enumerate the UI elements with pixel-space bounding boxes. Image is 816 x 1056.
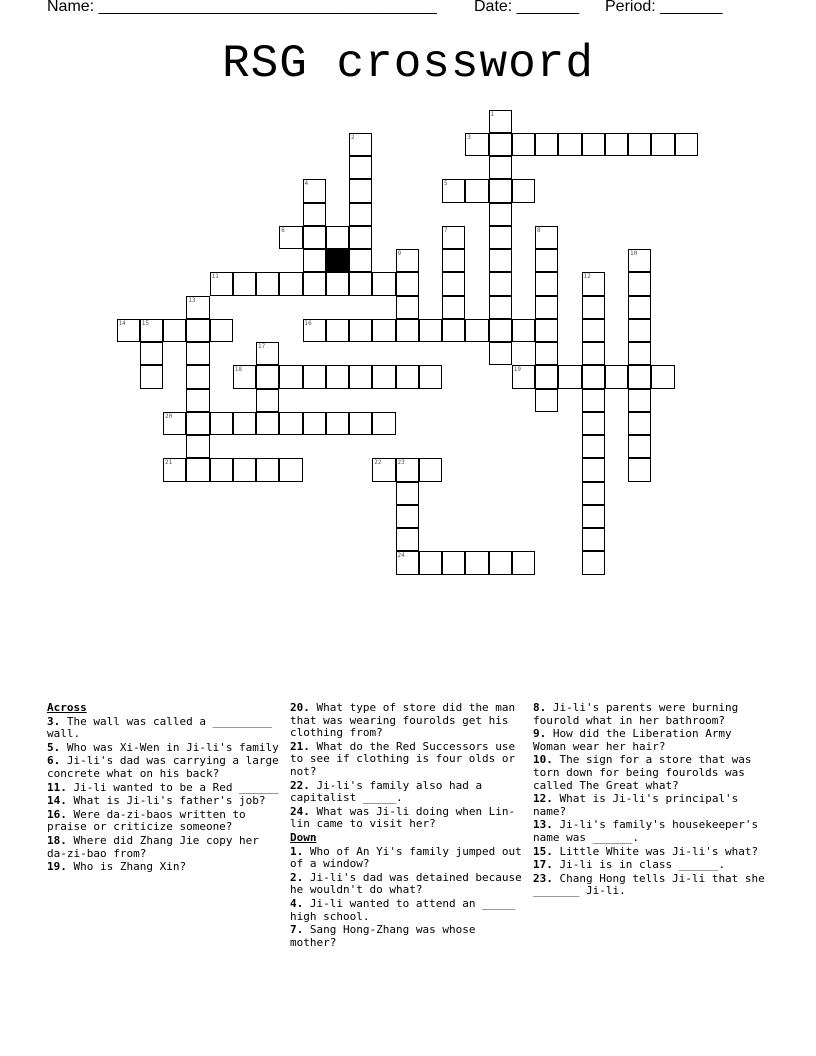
clue-item bbox=[533, 819, 765, 844]
clue-item bbox=[47, 754, 286, 780]
cell-number: 7 bbox=[444, 226, 448, 234]
grid-cell[interactable] bbox=[419, 551, 442, 574]
grid-cell[interactable] bbox=[419, 319, 442, 342]
grid-cell[interactable] bbox=[582, 482, 605, 505]
grid-cell[interactable] bbox=[675, 133, 698, 156]
grid-cell[interactable] bbox=[582, 389, 605, 412]
grid-cell[interactable] bbox=[489, 319, 512, 342]
grid-cell[interactable] bbox=[628, 435, 651, 458]
grid-cell[interactable] bbox=[535, 365, 558, 388]
grid-cell[interactable] bbox=[140, 342, 163, 365]
grid-cell[interactable] bbox=[186, 342, 209, 365]
clue-text: Ji-li wanted to be a Red ______ bbox=[66, 780, 279, 794]
grid-cell[interactable] bbox=[535, 272, 558, 295]
clue-text: Who was Xi-Wen in Ji-li's family bbox=[60, 740, 279, 754]
grid-cell[interactable] bbox=[489, 342, 512, 365]
grid-cell[interactable] bbox=[535, 342, 558, 365]
grid-cell[interactable] bbox=[582, 551, 605, 574]
grid-cell[interactable] bbox=[163, 458, 186, 481]
clue-text: What was Ji-li doing when Lin-lin came to visit her? bbox=[290, 804, 516, 831]
cell-number: 15 bbox=[141, 319, 149, 327]
clue-item bbox=[533, 754, 765, 792]
clue-text: Little White was Ji-li's what? bbox=[552, 844, 759, 858]
grid-cell[interactable] bbox=[349, 412, 372, 435]
grid-cell[interactable] bbox=[396, 296, 419, 319]
section-heading-down: Down bbox=[290, 830, 317, 844]
grid-cell[interactable] bbox=[419, 365, 442, 388]
cell-number: 21 bbox=[165, 459, 173, 467]
grid-cell[interactable] bbox=[489, 296, 512, 319]
grid-cell[interactable] bbox=[279, 365, 302, 388]
clue-number: 11. bbox=[47, 780, 67, 794]
grid-cell[interactable] bbox=[256, 412, 279, 435]
clue-text: Ji-li's parents were burning fourold what in her bathroom? bbox=[533, 701, 745, 727]
clue-item bbox=[290, 844, 529, 871]
grid-cell[interactable] bbox=[535, 296, 558, 319]
grid-cell[interactable] bbox=[535, 389, 558, 412]
grid-cell[interactable] bbox=[279, 226, 302, 249]
cell-number: 14 bbox=[118, 319, 126, 327]
cell-number: 18 bbox=[234, 366, 242, 374]
clue-number: 19. bbox=[47, 860, 67, 874]
grid-cell[interactable] bbox=[396, 365, 419, 388]
grid-cell[interactable] bbox=[233, 412, 256, 435]
grid-cell[interactable] bbox=[512, 365, 535, 388]
cell-number: 8 bbox=[537, 226, 541, 234]
grid-cell[interactable] bbox=[489, 179, 512, 202]
grid-cell[interactable] bbox=[489, 110, 512, 133]
clue-text: Ji-li is in class ______. bbox=[552, 858, 726, 872]
grid-cell[interactable] bbox=[117, 319, 140, 342]
name-field-label: Name: ______________________________________ bbox=[47, 0, 437, 15]
clue-item bbox=[47, 861, 279, 874]
black-square bbox=[326, 249, 349, 272]
grid-cell[interactable] bbox=[582, 272, 605, 295]
grid-cell[interactable] bbox=[326, 319, 349, 342]
grid-cell[interactable] bbox=[396, 482, 419, 505]
grid-cell[interactable] bbox=[582, 296, 605, 319]
grid-cell[interactable] bbox=[233, 365, 256, 388]
grid-cell[interactable] bbox=[372, 365, 395, 388]
grid-cell[interactable] bbox=[535, 249, 558, 272]
cell-number: 24 bbox=[397, 552, 405, 560]
grid-cell[interactable] bbox=[651, 365, 674, 388]
grid-cell[interactable] bbox=[396, 272, 419, 295]
grid-cell[interactable] bbox=[186, 435, 209, 458]
clue-number: 17. bbox=[533, 858, 553, 872]
cell-number: 20 bbox=[165, 412, 173, 420]
cell-number: 19 bbox=[513, 366, 521, 374]
clue-item bbox=[290, 898, 522, 923]
clue-number: 8. bbox=[533, 701, 547, 714]
grid-cell[interactable] bbox=[349, 203, 372, 226]
clue-text: What is Ji-li's principal's name? bbox=[533, 792, 745, 818]
clue-column-3 bbox=[533, 701, 772, 899]
grid-cell[interactable] bbox=[349, 365, 372, 388]
clue-item bbox=[533, 728, 765, 753]
clue-text: Where did Zhang Jie copy her da-zi-bao from? bbox=[47, 833, 266, 860]
cell-number: 2 bbox=[351, 133, 355, 141]
cell-number: 16 bbox=[304, 319, 312, 327]
clue-number: 3. bbox=[47, 714, 61, 728]
grid-cell[interactable] bbox=[372, 272, 395, 295]
cell-number: 13 bbox=[188, 296, 196, 304]
clue-number: 18. bbox=[47, 833, 67, 847]
cell-number: 1 bbox=[490, 110, 495, 118]
clue-text: Ji-li wanted to attend an _____ high school. bbox=[290, 896, 522, 923]
grid-cell[interactable] bbox=[303, 365, 326, 388]
grid-cell[interactable] bbox=[605, 365, 628, 388]
grid-cell[interactable] bbox=[582, 505, 605, 528]
grid-cell[interactable] bbox=[210, 272, 233, 295]
grid-cell[interactable] bbox=[628, 296, 651, 319]
grid-cell[interactable] bbox=[349, 133, 372, 156]
clue-number: 6. bbox=[47, 754, 61, 768]
grid-cell[interactable] bbox=[396, 249, 419, 272]
grid-cell[interactable] bbox=[140, 365, 163, 388]
grid-cell[interactable] bbox=[489, 156, 512, 179]
grid-cell[interactable] bbox=[186, 412, 209, 435]
grid-cell[interactable] bbox=[396, 458, 419, 481]
date-field-label: Date: _______ bbox=[474, 0, 579, 15]
clue-item bbox=[533, 793, 765, 818]
cell-number: 12 bbox=[583, 273, 591, 281]
clue-text: Were da-zi-baos written to praise or criticize someone? bbox=[47, 807, 253, 834]
clue-item bbox=[290, 806, 522, 831]
clue-text: Ji-li's family's housekeeper's name was ______. bbox=[533, 818, 765, 844]
grid-cell[interactable] bbox=[628, 249, 651, 272]
clue-number: 10. bbox=[533, 753, 553, 767]
grid-cell[interactable] bbox=[303, 203, 326, 226]
grid-cell[interactable] bbox=[372, 412, 395, 435]
clue-number: 14. bbox=[47, 794, 67, 808]
cell-number: 6 bbox=[281, 226, 285, 234]
clue-item bbox=[47, 795, 279, 808]
clue-text: Who is Zhang Xin? bbox=[66, 860, 187, 874]
grid-cell[interactable] bbox=[651, 133, 674, 156]
grid-cell[interactable] bbox=[512, 551, 535, 574]
clue-number: 16. bbox=[47, 807, 67, 821]
grid-cell[interactable] bbox=[628, 458, 651, 481]
grid-cell[interactable] bbox=[489, 249, 512, 272]
grid-cell[interactable] bbox=[489, 203, 512, 226]
clue-item bbox=[47, 835, 279, 860]
grid-cell[interactable] bbox=[326, 272, 349, 295]
grid-cell[interactable] bbox=[628, 389, 651, 412]
grid-cell[interactable] bbox=[442, 226, 465, 249]
grid-cell[interactable] bbox=[628, 319, 651, 342]
grid-cell[interactable] bbox=[303, 226, 326, 249]
clue-text: What type of store did the man that was wearing fourolds get his clothing from? bbox=[290, 701, 522, 740]
period-field-label: Period: _______ bbox=[605, 0, 723, 15]
clue-text: The sign for a store that was torn down for being fourolds was called The Great what? bbox=[533, 753, 759, 792]
clue-item bbox=[533, 859, 765, 872]
clue-number: 5. bbox=[47, 740, 61, 754]
grid-cell[interactable] bbox=[489, 272, 512, 295]
clue-item bbox=[533, 702, 765, 727]
grid-cell[interactable] bbox=[210, 412, 233, 435]
clue-item bbox=[290, 780, 522, 805]
grid-cell[interactable] bbox=[442, 319, 465, 342]
clue-number: 20. bbox=[290, 701, 310, 714]
grid-cell[interactable] bbox=[349, 272, 372, 295]
clue-text: How did the Liberation Army Woman wear her hair? bbox=[533, 727, 739, 753]
clue-text: Chang Hong tells Ji-li that she _______ Ji-li. bbox=[533, 871, 772, 898]
grid-cell[interactable] bbox=[349, 226, 372, 249]
grid-cell[interactable] bbox=[582, 342, 605, 365]
clue-number: 9. bbox=[533, 727, 547, 741]
grid-cell[interactable] bbox=[628, 412, 651, 435]
grid-cell[interactable] bbox=[582, 412, 605, 435]
grid-cell[interactable] bbox=[256, 389, 279, 412]
grid-cell[interactable] bbox=[303, 319, 326, 342]
clue-item bbox=[290, 741, 522, 779]
grid-cell[interactable] bbox=[396, 551, 419, 574]
clue-item bbox=[290, 924, 522, 949]
grid-cell[interactable] bbox=[396, 319, 419, 342]
grid-cell[interactable] bbox=[442, 179, 465, 202]
grid-cell[interactable] bbox=[512, 179, 535, 202]
grid-cell[interactable] bbox=[442, 272, 465, 295]
grid-cell[interactable] bbox=[233, 458, 256, 481]
clue-text: Who of An Yi's family jumped out of a window? bbox=[290, 844, 529, 871]
grid-cell[interactable] bbox=[303, 179, 326, 202]
cell-number: 23 bbox=[397, 459, 405, 467]
clue-number: 13. bbox=[533, 818, 553, 832]
grid-cell[interactable] bbox=[326, 412, 349, 435]
grid-cell[interactable] bbox=[558, 133, 581, 156]
grid-cell[interactable] bbox=[303, 272, 326, 295]
clue-item bbox=[47, 716, 279, 741]
grid-cell[interactable] bbox=[582, 365, 605, 388]
grid-cell[interactable] bbox=[465, 319, 488, 342]
grid-cell[interactable] bbox=[535, 133, 558, 156]
grid-cell[interactable] bbox=[326, 365, 349, 388]
clue-item bbox=[533, 871, 772, 898]
grid-cell[interactable] bbox=[419, 458, 442, 481]
clue-item bbox=[533, 846, 765, 859]
grid-cell[interactable] bbox=[396, 505, 419, 528]
grid-cell[interactable] bbox=[489, 226, 512, 249]
grid-cell[interactable] bbox=[233, 272, 256, 295]
grid-cell[interactable] bbox=[326, 226, 349, 249]
grid-cell[interactable] bbox=[582, 133, 605, 156]
page-title: RSG crossword bbox=[222, 38, 594, 90]
clue-number: 1. bbox=[290, 844, 304, 858]
clue-text: What do the Red Successors use to see if clothing is four olds or not? bbox=[290, 739, 522, 778]
grid-cell[interactable] bbox=[256, 365, 279, 388]
grid-cell[interactable] bbox=[349, 179, 372, 202]
grid-cell[interactable] bbox=[442, 296, 465, 319]
clue-number: 24. bbox=[290, 804, 310, 818]
grid-cell[interactable] bbox=[256, 272, 279, 295]
grid-cell[interactable] bbox=[186, 365, 209, 388]
grid-cell[interactable] bbox=[605, 133, 628, 156]
clue-number: 23. bbox=[533, 871, 553, 885]
grid-cell[interactable] bbox=[140, 319, 163, 342]
grid-cell[interactable] bbox=[442, 551, 465, 574]
cell-number: 10 bbox=[630, 250, 638, 257]
clue-number: 22. bbox=[290, 778, 310, 792]
clue-column-2 bbox=[290, 701, 529, 950]
grid-cell[interactable] bbox=[535, 319, 558, 342]
clue-text: Ji-li's dad was carrying a large concrete what on his back? bbox=[47, 754, 286, 780]
clue-text: The wall was called a _________ wall. bbox=[47, 714, 279, 741]
grid-cell[interactable] bbox=[186, 319, 209, 342]
clue-number: 4. bbox=[290, 896, 304, 910]
clue-number: 15. bbox=[533, 844, 553, 858]
grid-cell[interactable] bbox=[349, 156, 372, 179]
grid-cell[interactable] bbox=[303, 249, 326, 272]
clue-number: 2. bbox=[290, 870, 304, 884]
grid-cell[interactable] bbox=[582, 319, 605, 342]
grid-cell[interactable] bbox=[465, 179, 488, 202]
grid-cell[interactable] bbox=[628, 133, 651, 156]
grid-cell[interactable] bbox=[349, 249, 372, 272]
grid-cell[interactable] bbox=[535, 226, 558, 249]
grid-cell[interactable] bbox=[210, 319, 233, 342]
grid-cell[interactable] bbox=[628, 272, 651, 295]
grid-cell[interactable] bbox=[465, 133, 488, 156]
grid-cell[interactable] bbox=[210, 458, 233, 481]
cell-number: 11 bbox=[211, 273, 219, 281]
cell-number: 17 bbox=[258, 343, 266, 350]
grid-cell[interactable] bbox=[256, 458, 279, 481]
grid-cell[interactable] bbox=[303, 412, 326, 435]
grid-cell[interactable] bbox=[256, 342, 279, 365]
clue-item bbox=[47, 742, 279, 755]
grid-cell[interactable] bbox=[186, 458, 209, 481]
grid-cell[interactable] bbox=[489, 551, 512, 574]
cell-number: 22 bbox=[374, 459, 382, 467]
cell-number: 4 bbox=[304, 180, 309, 188]
clue-item bbox=[47, 809, 279, 834]
grid-cell[interactable] bbox=[279, 272, 302, 295]
grid-cell[interactable] bbox=[279, 412, 302, 435]
clue-text: Ji-li's dad was detained because he wouldn't do what? bbox=[290, 870, 529, 897]
clue-item bbox=[290, 702, 522, 740]
clue-item bbox=[47, 782, 279, 795]
grid-cell[interactable] bbox=[465, 551, 488, 574]
cell-number: 5 bbox=[444, 180, 448, 188]
grid-cell[interactable] bbox=[163, 319, 186, 342]
grid-cell[interactable] bbox=[628, 342, 651, 365]
clue-item bbox=[290, 870, 529, 897]
grid-cell[interactable] bbox=[512, 319, 535, 342]
clue-text: What is Ji-li's father's job? bbox=[66, 794, 266, 808]
grid-cell[interactable] bbox=[279, 458, 302, 481]
grid-cell[interactable] bbox=[558, 365, 581, 388]
grid-cell[interactable] bbox=[186, 296, 209, 319]
grid-cell[interactable] bbox=[163, 412, 186, 435]
grid-cell[interactable] bbox=[442, 249, 465, 272]
grid-cell[interactable] bbox=[582, 435, 605, 458]
clue-column-1 bbox=[47, 701, 286, 875]
grid-cell[interactable] bbox=[372, 458, 395, 481]
clue-text: Ji-li's family also had a capitalist _____. bbox=[290, 778, 489, 805]
grid-cell[interactable] bbox=[349, 319, 372, 342]
clue-number: 12. bbox=[533, 792, 553, 806]
grid-cell[interactable] bbox=[582, 458, 605, 481]
clue-number: 7. bbox=[290, 923, 304, 937]
clue-text: Sang Hong-Zhang was whose mother? bbox=[290, 923, 483, 949]
grid-cell[interactable] bbox=[396, 528, 419, 551]
cell-number: 3 bbox=[467, 133, 471, 141]
grid-cell[interactable] bbox=[628, 365, 651, 388]
grid-cell[interactable] bbox=[186, 389, 209, 412]
grid-cell[interactable] bbox=[582, 528, 605, 551]
cell-number: 9 bbox=[397, 250, 402, 257]
grid-cell[interactable] bbox=[372, 319, 395, 342]
grid-cell[interactable] bbox=[489, 133, 512, 156]
grid-cell[interactable] bbox=[512, 133, 535, 156]
section-heading-across: Across bbox=[47, 701, 87, 714]
clue-number: 21. bbox=[290, 739, 310, 753]
